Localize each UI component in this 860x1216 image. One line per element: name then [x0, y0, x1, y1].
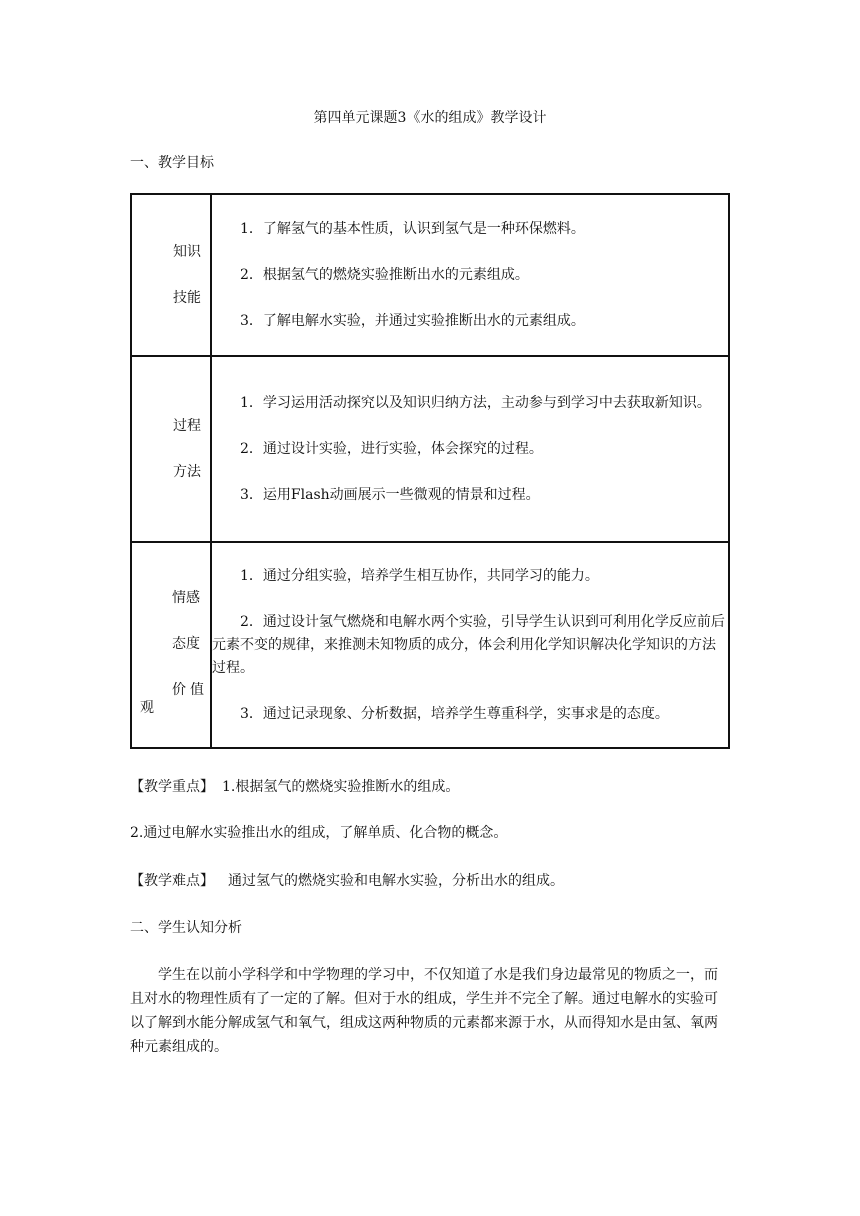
difficulty-text: 通过氢气的燃烧实验和电解水实验，分析出水的组成。	[228, 873, 564, 889]
category-cell	[131, 542, 211, 748]
category-line: 态度	[172, 636, 200, 652]
section-heading-goals: 一、教学目标	[130, 155, 214, 171]
goals-table	[130, 193, 730, 749]
goal-item: 1．学习运用活动探究以及知识归纳方法，主动参与到学习中去获取新知识。	[240, 394, 711, 411]
key-points-label: 【教学重点】	[130, 779, 214, 795]
goal-item: 2．根据氢气的燃烧实验推断出水的元素组成。	[240, 266, 529, 283]
category-line: 方法	[173, 464, 201, 480]
category-line: 知识	[173, 244, 201, 260]
content-cell	[211, 194, 729, 356]
category-cell	[131, 194, 211, 356]
category-line: 过程	[173, 418, 201, 434]
difficulty-line	[130, 870, 564, 890]
key-points-text: 1.根据氢气的燃烧实验推断水的组成。	[222, 779, 460, 795]
key-points-line	[130, 776, 459, 796]
goal-item: 3．通过记录现象、分析数据，培养学生尊重科学，实事求是的态度。	[240, 705, 669, 722]
goal-item: 2．通过设计氢气燃烧和电解水两个实验，引导学生认识到可利用化学反应前后元素不变的规律，来推测未知物质的成分，体会利用化学知识解决化学知识的方法过程。	[212, 613, 725, 676]
category-line: 情感	[172, 590, 200, 606]
category-cell	[131, 356, 211, 542]
content-cell	[211, 542, 729, 748]
category-line: 观	[140, 700, 154, 716]
key-points-line-2: 2.通过电解水实验推出水的组成，了解单质、化合物的概念。	[130, 825, 508, 841]
goal-item: 2．通过设计实验，进行实验，体会探究的过程。	[240, 440, 543, 457]
table-row	[131, 356, 729, 542]
page-title: 第四单元课题3《水的组成》教学设计	[313, 110, 547, 126]
section-heading-analysis: 二、学生认知分析	[130, 920, 242, 936]
goal-item: 1．通过分组实验，培养学生相互协作，共同学习的能力。	[240, 567, 599, 584]
difficulty-label: 【教学难点】	[130, 873, 214, 889]
goal-item: 3．运用Flash动画展示一些微观的情景和过程。	[240, 486, 540, 503]
analysis-paragraph: 学生在以前小学科学和中学物理的学习中，不仅知道了水是我们身边最常见的物质之一，而且对水的物理性质有了一定的了解。但对于水的组成，学生并不完全了解。通过电解水的实验可以了解到水能分解成氢气和氧气，组成这两种物质的元素都来源于水，从而得知水是由氢、氧两种元素组成的。	[130, 967, 718, 1055]
table-row	[131, 542, 729, 748]
category-line: 技能	[173, 290, 201, 306]
goal-item: 1．了解氢气的基本性质，认识到氢气是一种环保燃料。	[240, 220, 585, 237]
content-cell	[211, 356, 729, 542]
table-row	[131, 194, 729, 356]
category-line: 价值	[172, 682, 208, 698]
goal-item: 3．了解电解水实验，并通过实验推断出水的元素组成。	[240, 312, 585, 329]
